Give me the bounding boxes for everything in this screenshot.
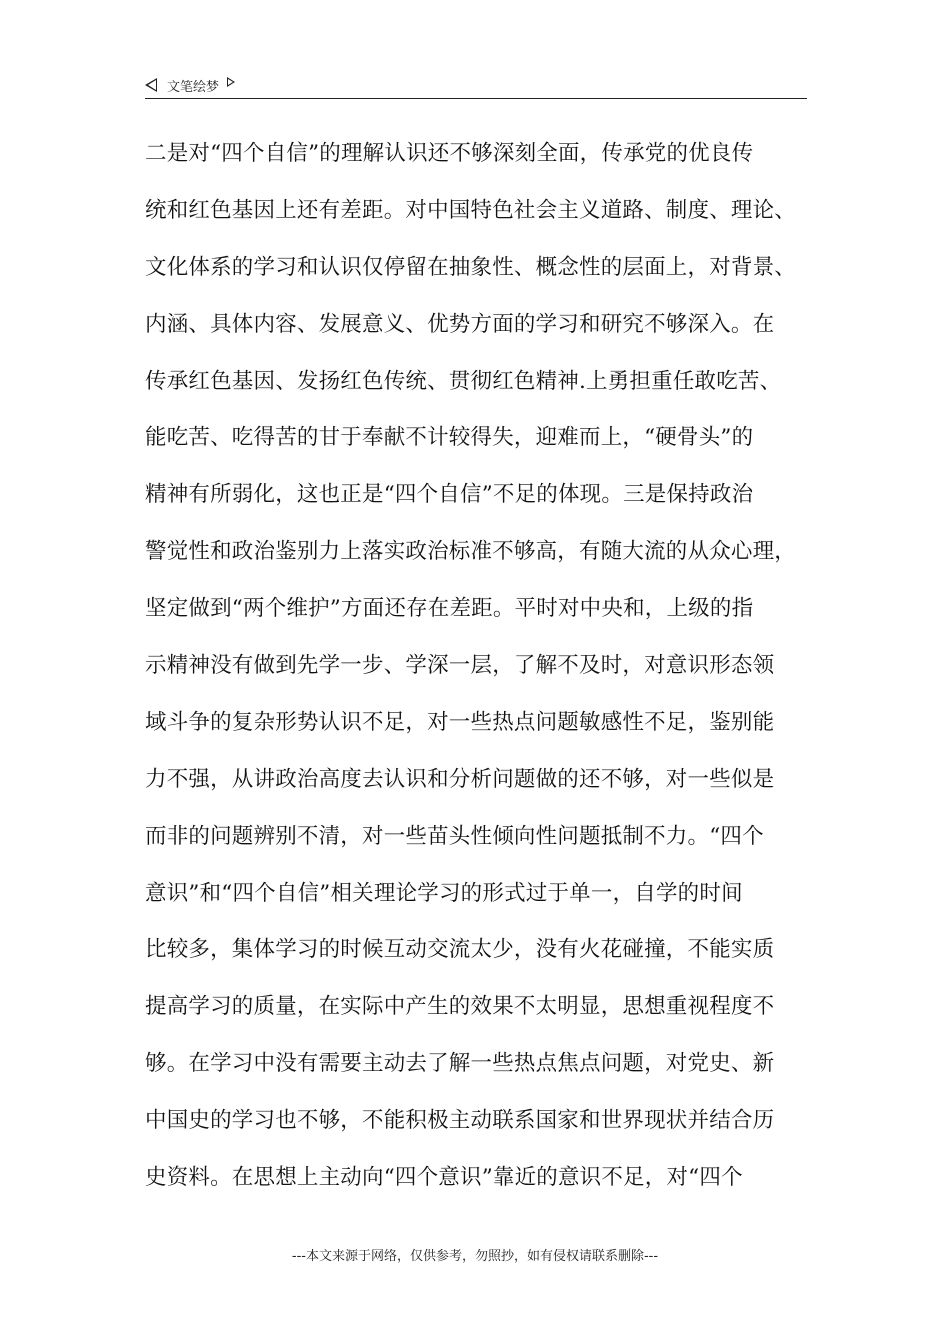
page-footer: ---本文来源于网络，仅供参考，勿照抄，如有侵权请联系删除--- bbox=[291, 1249, 659, 1264]
text-line: 意识”和“四个自信”相关理论学习的形式过于单一，自学的时间 bbox=[145, 880, 743, 906]
text-line: 够。在学习中没有需要主动去了解一些热点焦点问题，对党史、新 bbox=[145, 1051, 775, 1077]
text-line: 提高学习的质量，在实际中产生的效果不太明显，思想重视程度不 bbox=[145, 994, 775, 1020]
header-title: 文笔绘梦 bbox=[167, 79, 220, 95]
triangle-left-icon bbox=[145, 78, 157, 92]
triangle-right-icon bbox=[227, 77, 235, 87]
text-line: 中国史的学习也不够，不能积极主动联系国家和世界现状并结合历 bbox=[145, 1108, 775, 1134]
text-line: 域斗争的复杂形势认识不足，对一些热点问题敏感性不足，鉴别能 bbox=[145, 709, 775, 735]
text-line: 二是对“四个自信”的理解认识还不够深刻全面，传承党的优良传 bbox=[145, 141, 754, 166]
body-text bbox=[145, 134, 817, 1215]
text-line: 统和红色基因上还有差距。对中国特色社会主义道路、制度、理论、 bbox=[145, 197, 797, 223]
text-line: 比较多，集体学习的时候互动交流太少，没有火花碰撞，不能实质 bbox=[145, 937, 775, 963]
text-line: 力不强，从讲政治高度去认识和分析问题做的还不够，对一些似是 bbox=[145, 766, 775, 792]
text-line: 传承红色基因、发扬红色传统、贯彻红色精神.上勇担重任敢吃苦、 bbox=[145, 368, 782, 394]
page-header bbox=[145, 72, 807, 99]
text-line: 警觉性和政治鉴别力上落实政治标准不够高，有随大流的从众心理， bbox=[145, 539, 797, 565]
text-line: 示精神没有做到先学一步、学深一层，了解不及时，对意识形态领 bbox=[145, 653, 775, 679]
text-line: 而非的问题辨别不清，对一些苗头性倾向性问题抵制不力。“四个 bbox=[145, 823, 764, 849]
text-line: 能吃苦、吃得苦的甘于奉献不计较得失，迎难而上，“硬骨头”的 bbox=[145, 425, 754, 451]
text-line: 坚定做到“两个维护”方面还存在差距。平时对中央和，上级的指 bbox=[145, 596, 754, 622]
text-line: 文化体系的学习和认识仅停留在抽象性、概念性的层面上，对背景、 bbox=[145, 254, 797, 280]
text-line: 史资料。在思想上主动向“四个意识”靠近的意识不足，对“四个 bbox=[145, 1165, 743, 1191]
text-line: 精神有所弱化，这也正是“四个自信”不足的体现。三是保持政治 bbox=[145, 482, 754, 508]
text-line: 内涵、具体内容、发展意义、优势方面的学习和研究不够深入。在 bbox=[145, 311, 775, 337]
